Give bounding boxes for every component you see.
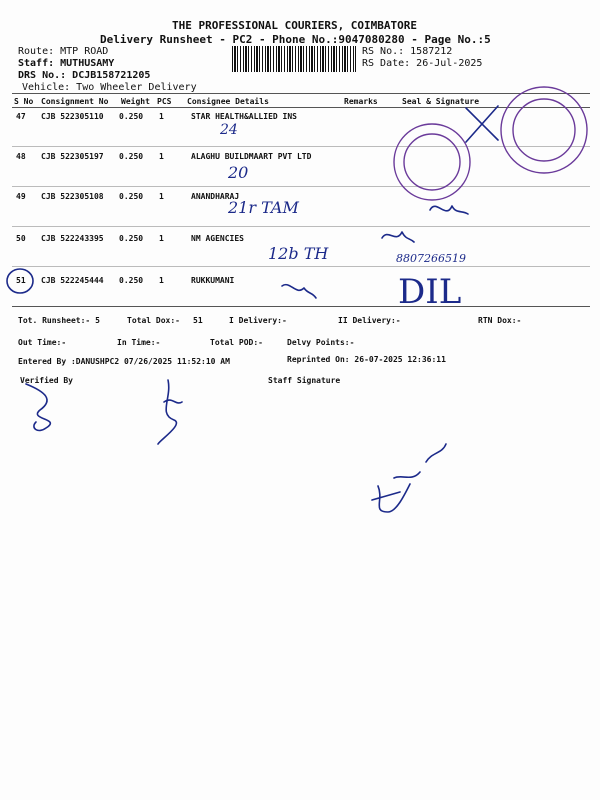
col-consignee: Consignee Details xyxy=(187,97,269,106)
ii-delivery: II Delivery:- xyxy=(338,316,401,325)
total-dox-value: 51 xyxy=(193,316,203,325)
row-consignee: ANANDHARAJ xyxy=(191,192,240,201)
verifier-signature xyxy=(26,384,50,430)
handwritten-note: 20 xyxy=(228,163,249,182)
row-consignee: ALAGHU BUILDMAART PVT LTD xyxy=(191,152,312,161)
rs-number: RS No.: 1587212 xyxy=(362,46,453,57)
runsheet-subtitle: Delivery Runsheet - PC2 - Phone No.:9047080280 - Page No.:5 xyxy=(100,33,491,46)
row-pcs: 1 xyxy=(159,152,164,161)
row-pcs: 1 xyxy=(159,112,164,121)
handwritten-dl: DIL xyxy=(398,272,462,312)
signature-row-50 xyxy=(382,232,414,242)
cross-mark xyxy=(466,106,498,142)
row-weight: 0.250 xyxy=(119,234,144,243)
staff-signature-label: Staff Signature xyxy=(268,376,341,385)
row-consignment: CJB 522243395 xyxy=(41,234,104,243)
rtn-dox: RTN Dox:- xyxy=(478,316,522,325)
total-dox-label: Total Dox:- xyxy=(127,316,180,325)
handwritten-note: 12b TH xyxy=(268,244,329,263)
handwritten-phone: 8807266519 xyxy=(396,252,466,265)
row-weight: 0.250 xyxy=(119,192,144,201)
col-remarks: Remarks xyxy=(344,97,378,106)
row-weight: 0.250 xyxy=(119,276,144,285)
col-pcs: PCS xyxy=(157,97,172,106)
row-consignee: NM AGENCIES xyxy=(191,234,244,243)
reprinted-on: Reprinted On: 26-07-2025 12:36:11 xyxy=(287,355,446,364)
row-consignment: CJB 522305110 xyxy=(41,112,104,121)
row-weight: 0.250 xyxy=(119,152,144,161)
row-sno: 49 xyxy=(16,192,26,201)
second-signature xyxy=(158,380,182,444)
signature-row-51 xyxy=(282,285,316,298)
delvy-points: Delvy Points:- xyxy=(287,338,355,347)
serial-circle-mark xyxy=(7,269,33,293)
row-consignment: CJB 522305197 xyxy=(41,152,104,161)
row-consignment: CJB 522305108 xyxy=(41,192,104,201)
company-stamp-outer xyxy=(394,124,470,200)
entered-by: Entered By :DANUSHPC2 07/26/2025 11:52:10 AM xyxy=(18,357,230,366)
row-sno: 47 xyxy=(16,112,26,121)
in-time: In Time:- xyxy=(117,338,161,347)
handwritten-note: 24 xyxy=(220,122,238,138)
drs-number: DRS No.: DCJB158721205 xyxy=(18,70,151,81)
staff-signature xyxy=(372,444,446,512)
col-consignment: Consignment No xyxy=(41,97,109,106)
row-sno: 51 xyxy=(16,276,26,285)
row-sno: 48 xyxy=(16,152,26,161)
row-pcs: 1 xyxy=(159,276,164,285)
col-seal: Seal & Signature xyxy=(402,97,480,106)
tot-runsheet: Tot. Runsheet:- 5 xyxy=(18,316,100,325)
row-consignee: STAR HEALTH&ALLIED INS xyxy=(191,112,297,121)
row-weight: 0.250 xyxy=(119,112,144,121)
row-sno: 50 xyxy=(16,234,26,243)
vehicle-text: Vehicle: Two Wheeler Delivery xyxy=(22,82,197,93)
signature-row-49 xyxy=(430,206,468,214)
i-delivery: I Delivery:- xyxy=(229,316,287,325)
seal-stamp-inner xyxy=(513,99,575,161)
col-weight: Weight xyxy=(121,97,150,106)
verified-by: Verified By xyxy=(20,376,73,385)
row-pcs: 1 xyxy=(159,234,164,243)
row-consignment: CJB 522245444 xyxy=(41,276,104,285)
route-text: Route: MTP ROAD xyxy=(18,46,109,57)
handwritten-note: 21r TAM xyxy=(228,198,299,217)
company-stamp-inner xyxy=(404,134,460,190)
row-consignee: RUKKUMANI xyxy=(191,276,235,285)
seal-stamp-outer xyxy=(501,87,587,173)
col-sno: S No xyxy=(14,97,34,106)
company-title: THE PROFESSIONAL COURIERS, COIMBATORE xyxy=(172,19,418,32)
row-pcs: 1 xyxy=(159,192,164,201)
rs-date: RS Date: 26-Jul-2025 xyxy=(362,58,483,69)
total-pod: Total POD:- xyxy=(210,338,263,347)
out-time: Out Time:- xyxy=(18,338,67,347)
staff-text: Staff: MUTHUSAMY xyxy=(18,58,115,69)
